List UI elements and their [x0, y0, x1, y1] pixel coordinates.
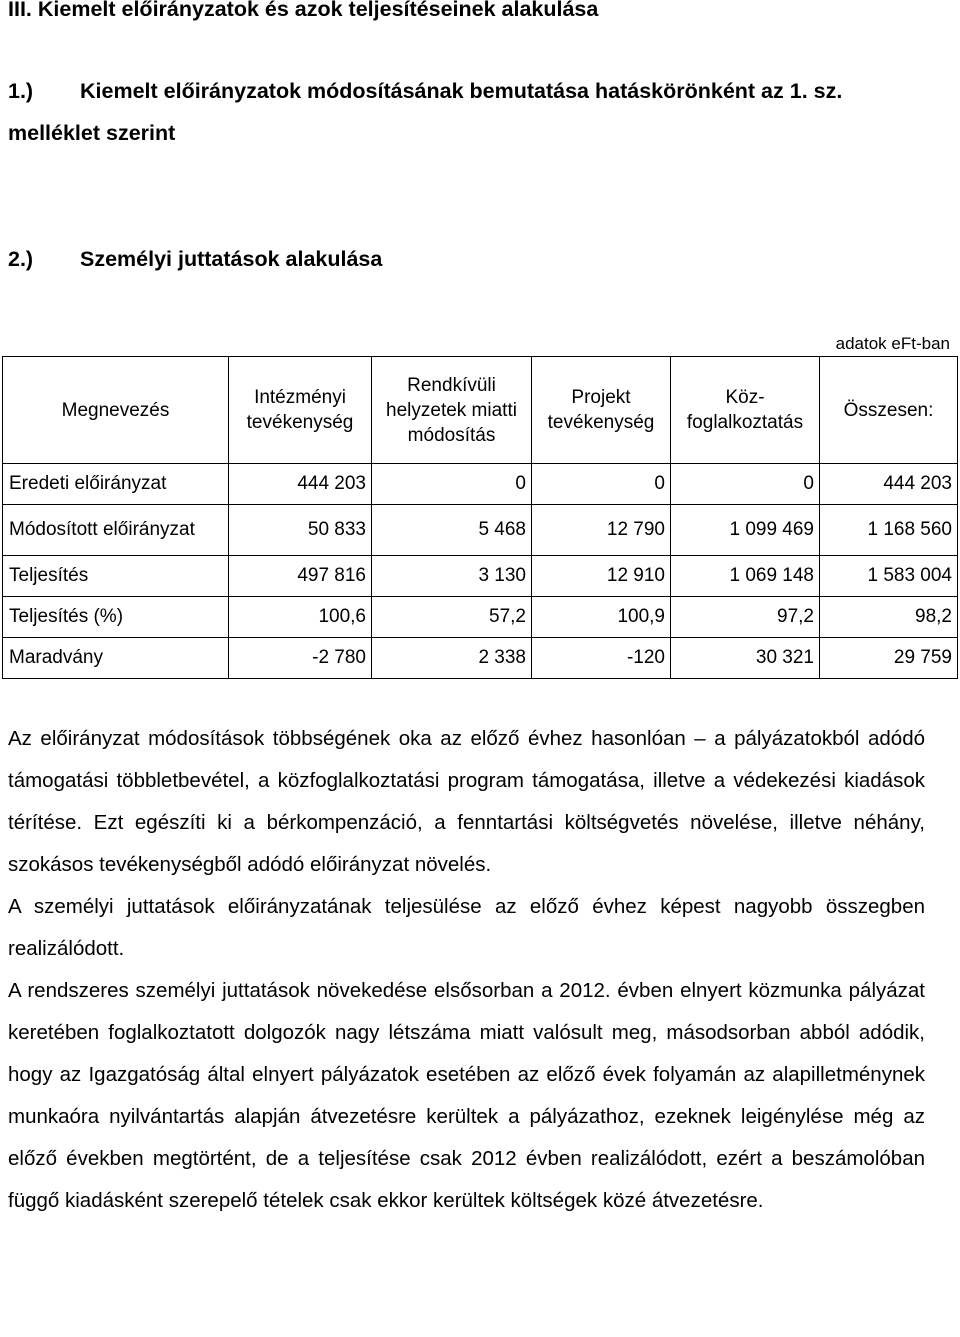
- table-row: [3, 464, 958, 505]
- column-header: Projekt tevékenység: [532, 357, 671, 464]
- table-cell: 1 583 004: [820, 556, 958, 597]
- table-cell: 497 816: [229, 556, 372, 597]
- table-cell: 100,6: [229, 597, 372, 638]
- table-cell: 30 321: [671, 638, 820, 679]
- column-header: Összesen:: [820, 357, 958, 464]
- table-cell: 57,2: [372, 597, 532, 638]
- row-label: Teljesítés (%): [3, 597, 229, 638]
- personnel-expenses-table: [2, 356, 958, 679]
- table-cell: 12 910: [532, 556, 671, 597]
- table-cell: 0: [532, 464, 671, 505]
- table-cell: 1 168 560: [820, 505, 958, 556]
- column-header: Intézményi tevékenység: [229, 357, 372, 464]
- row-label: Módosított előirányzat: [3, 505, 229, 556]
- table-cell: 98,2: [820, 597, 958, 638]
- table-cell: 0: [372, 464, 532, 505]
- row-label: Eredeti előirányzat: [3, 464, 229, 505]
- subheading-1-number: 1.): [8, 79, 34, 103]
- body-text: [8, 718, 925, 1222]
- table-cell: 50 833: [229, 505, 372, 556]
- table-cell: 1 099 469: [671, 505, 820, 556]
- paragraph: Az előirányzat módosítások többségének oka az előző évhez hasonlóan – a pályázatokból adódó támogatási többletbevétel, a közfoglalkoztatási program támogatása, illetve a védekezési kiadások térítése. Ezt egészíti ki a bérkompenzáció, a fenntartási költségvetés növelése, illetve néhány, szokásos tevékenységből adódó előirányzat növelés.: [8, 727, 925, 876]
- table-cell: -120: [532, 638, 671, 679]
- subheading-1: [8, 70, 918, 154]
- subheading-2-number: 2.): [8, 247, 34, 271]
- subheading-2-text: Személyi juttatások alakulása: [80, 247, 383, 271]
- paragraph: A rendszeres személyi juttatások növekedése elsősorban a 2012. évben elnyert közmunka pályázat keretében foglalkoztatott dolgozók nagy létszáma miatt valósult meg, másodsorban abból adódik, hogy az Igazgatóság által elnyert pályázatok esetében az előző évek folyamán az alapilletménynek munkaóra nyilvántartás alapján átvezetésre kerültek a pályázathoz, ezeknek leigénylése még az előző években megtörtént, de a teljesítése csak 2012 évben realizálódott, ezért a beszámolóban függő kiadásként szerepelő tételek csak ekkor kerültek költségek közé átvezetésre.: [8, 979, 925, 1212]
- table-row: [3, 556, 958, 597]
- table-cell: 444 203: [820, 464, 958, 505]
- column-header: Megnevezés: [3, 357, 229, 464]
- table-cell: 97,2: [671, 597, 820, 638]
- section-heading: III. Kiemelt előirányzatok és azok teljesítéseinek alakulása: [8, 0, 599, 21]
- table-header-row: [3, 357, 958, 464]
- table-cell: 1 069 148: [671, 556, 820, 597]
- table-cell: 0: [671, 464, 820, 505]
- table-cell: 100,9: [532, 597, 671, 638]
- row-label: Maradvány: [3, 638, 229, 679]
- paragraph: A személyi juttatások előirányzatának teljesülése az előző évhez képest nagyobb összegben realizálódott.: [8, 895, 925, 960]
- column-header: Köz-foglalkoztatás: [671, 357, 820, 464]
- table-cell: 2 338: [372, 638, 532, 679]
- table-row: [3, 597, 958, 638]
- table-cell: 3 130: [372, 556, 532, 597]
- table-cell: 5 468: [372, 505, 532, 556]
- subheading-2: [8, 238, 918, 280]
- table-row: [3, 638, 958, 679]
- table-cell: 444 203: [229, 464, 372, 505]
- table-cell: 12 790: [532, 505, 671, 556]
- unit-note: adatok eFt-ban: [835, 334, 950, 353]
- table-cell: -2 780: [229, 638, 372, 679]
- column-header: Rendkívüli helyzetek miatti módosítás: [372, 357, 532, 464]
- row-label: Teljesítés: [3, 556, 229, 597]
- table-cell: 29 759: [820, 638, 958, 679]
- table-row: [3, 505, 958, 556]
- subheading-1-text: Kiemelt előirányzatok módosításának bemutatása hatáskörönként az 1. sz. melléklet szerint: [8, 79, 843, 145]
